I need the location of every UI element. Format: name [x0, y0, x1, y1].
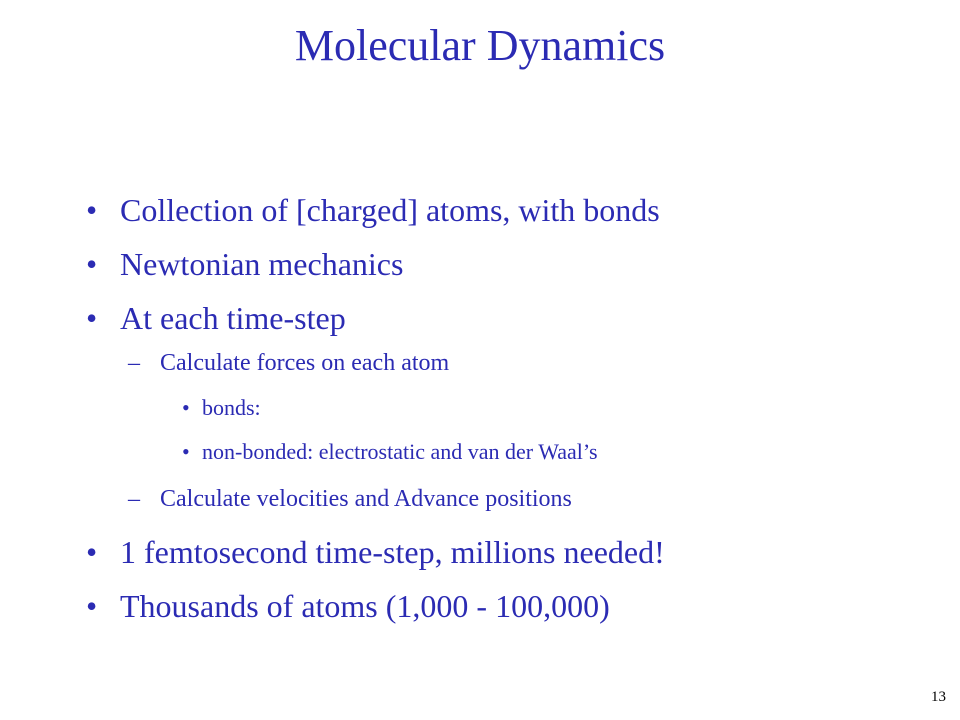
bullet-marker: •	[86, 246, 98, 282]
dash-marker: –	[128, 486, 140, 512]
bullet-text: Newtonian mechanics	[120, 246, 404, 282]
sub-sub-item-text: bonds:	[202, 395, 261, 420]
bullet-marker: •	[86, 192, 98, 228]
slide-title: Molecular Dynamics	[294, 21, 666, 70]
sub-item-text: Calculate forces on each atom	[160, 350, 450, 376]
bullet-text: Thousands of atoms (1,000 - 100,000)	[120, 588, 610, 624]
sub-sub-item-text: non-bonded: electrostatic and van der Waal’s	[202, 439, 598, 464]
bullet-marker: •	[86, 300, 98, 336]
sub-item-text: Calculate velocities and Advance positions	[160, 486, 572, 512]
bullet-marker: •	[86, 534, 98, 570]
bullet-marker: •	[86, 588, 98, 624]
bullet-marker: •	[182, 395, 190, 420]
bullet-text: Collection of [charged] atoms, with bonds	[120, 192, 660, 228]
page-number: 13	[931, 689, 946, 705]
bullet-text: 1 femtosecond time-step, millions needed!	[120, 534, 665, 570]
bullet-text: At each time-step	[120, 300, 346, 336]
bullet-marker: •	[182, 439, 190, 464]
dash-marker: –	[128, 350, 140, 376]
